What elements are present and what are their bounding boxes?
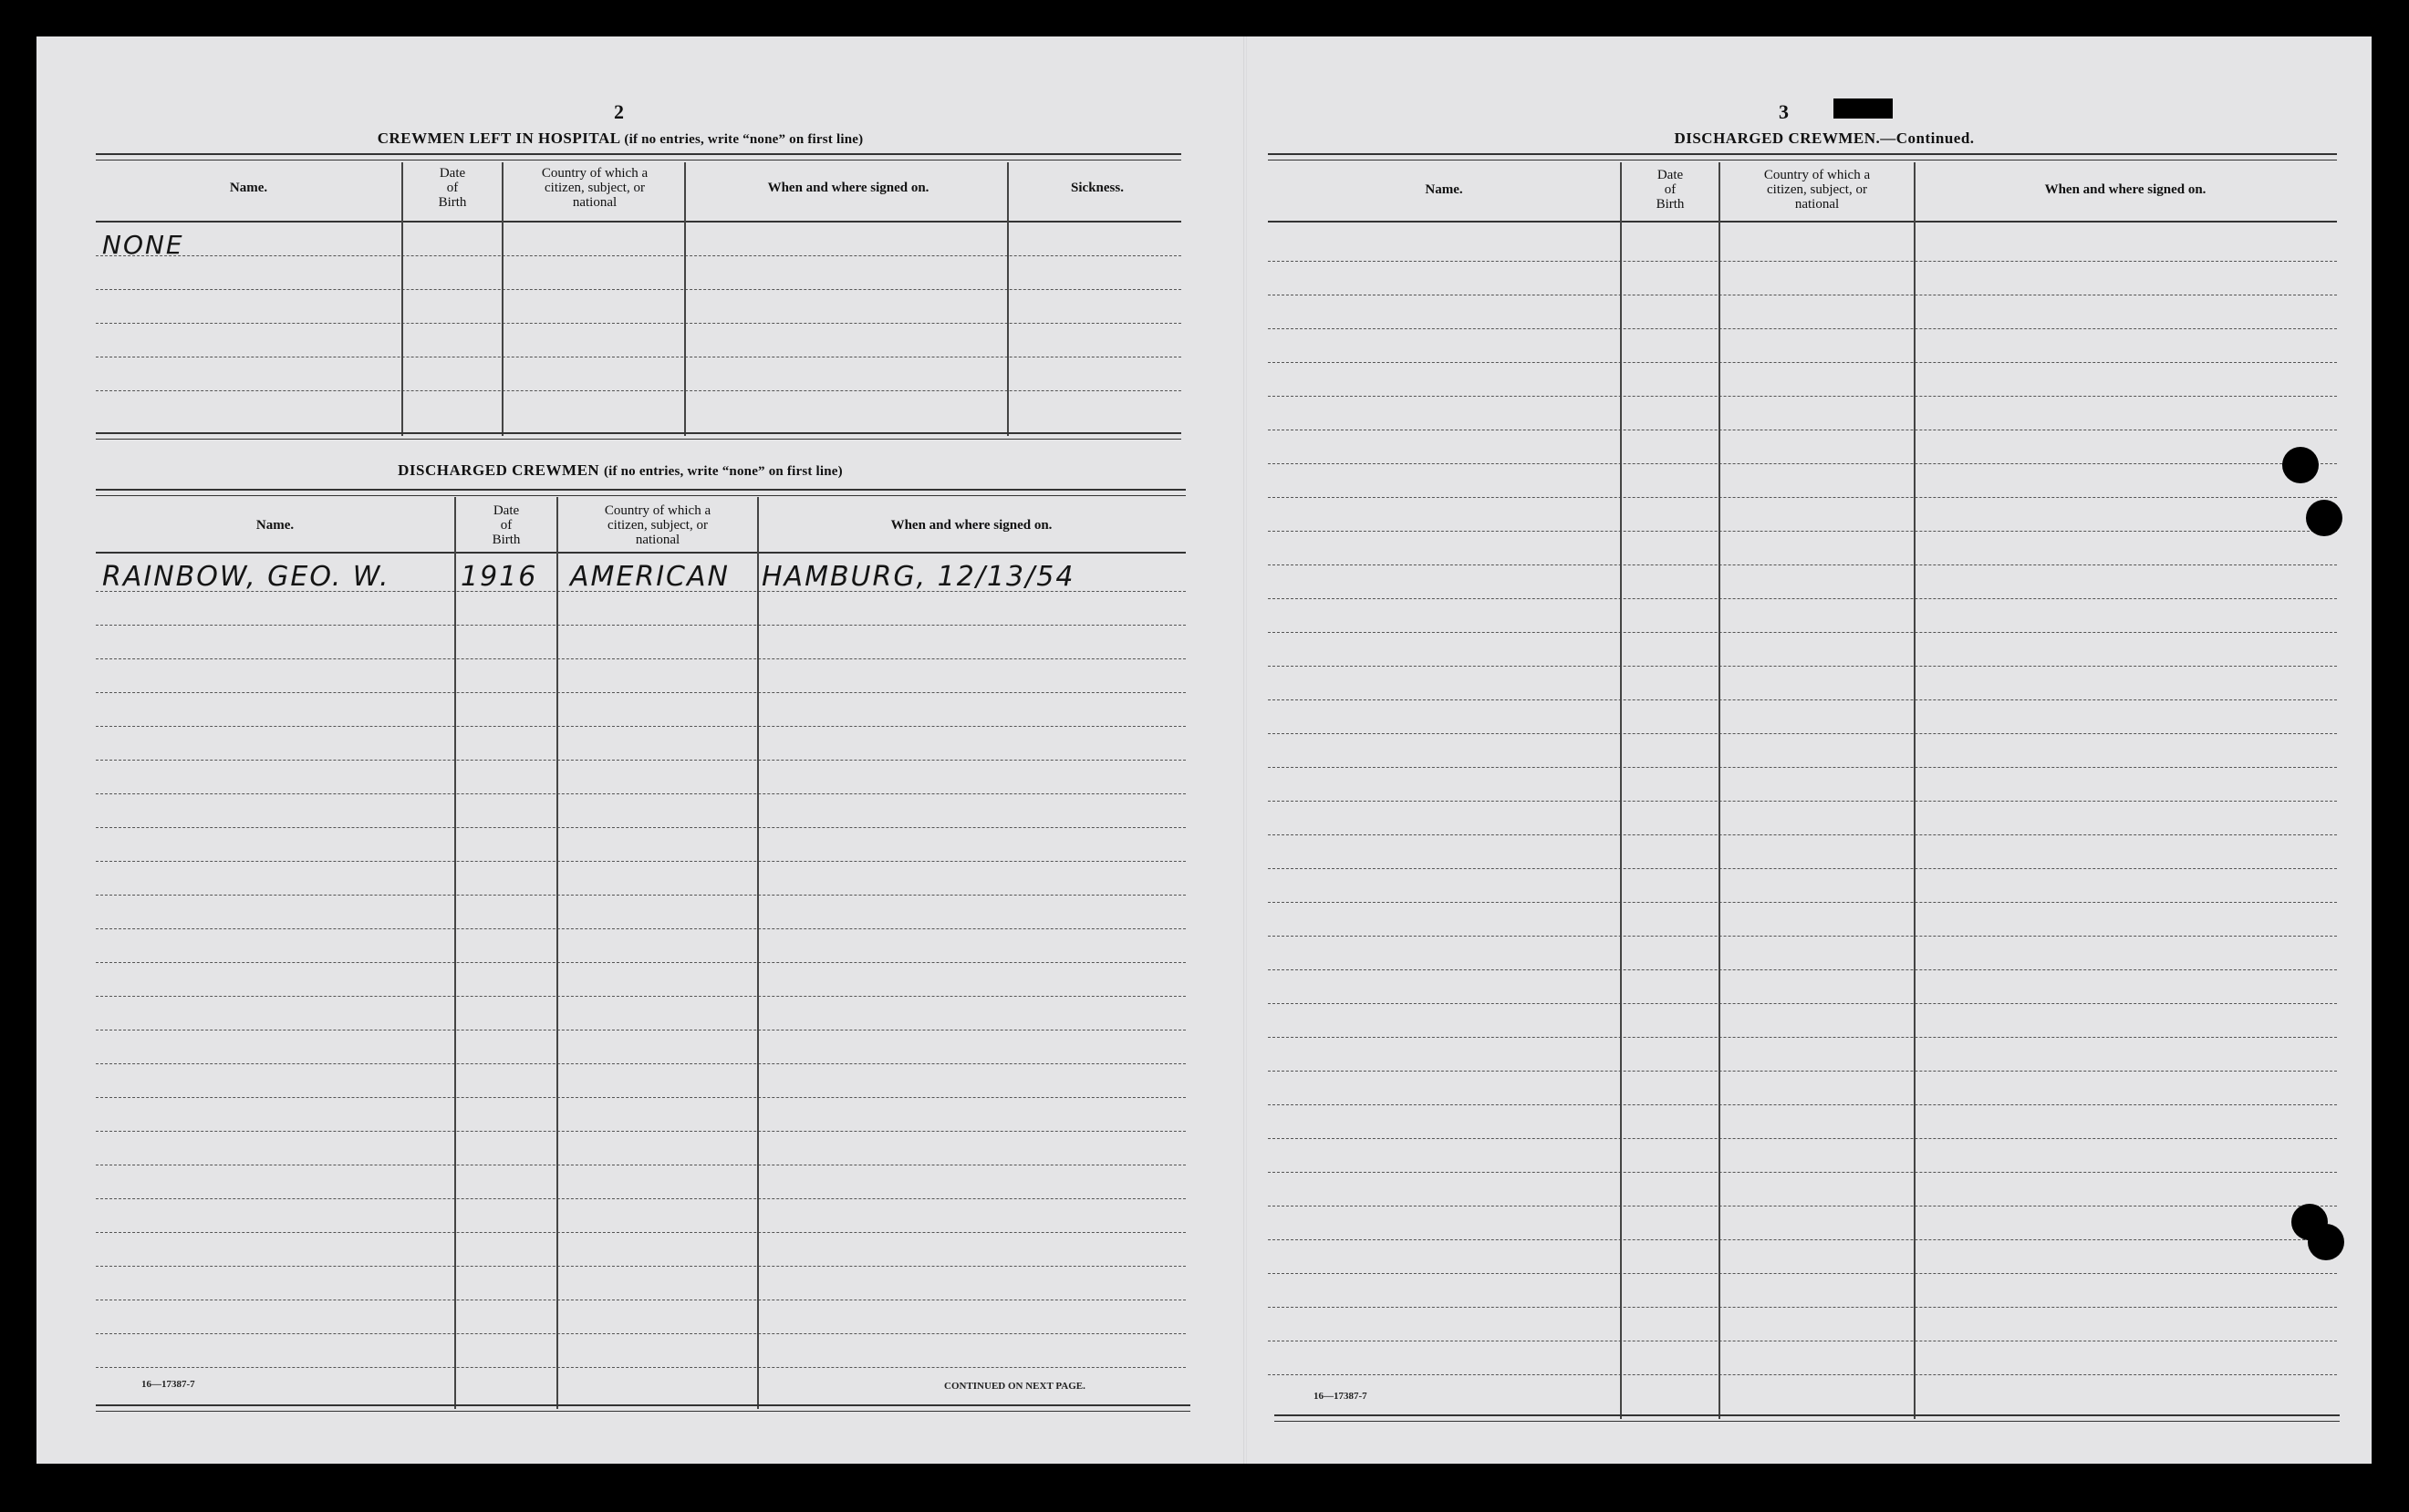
ruled-line — [1268, 362, 2337, 363]
ruled-line — [1268, 1037, 2337, 1038]
ruled-line — [1268, 733, 2337, 734]
hospital-bottom-rule — [96, 432, 1181, 440]
discharged-entry-name: RAINBOW, GEO. W. — [102, 561, 390, 593]
ruled-line — [1268, 1172, 2337, 1173]
hospital-instruction: (if no entries, write “none” on first line) — [624, 132, 864, 147]
discharged-entry-country: AMERICAN — [570, 561, 730, 593]
discharged-instruction: (if no entries, write “none” on first line) — [603, 464, 843, 479]
ruled-line — [1268, 531, 2337, 532]
ruled-line — [1268, 936, 2337, 937]
continued-col-name: Name. — [1425, 182, 1463, 197]
hospital-divider-4 — [1007, 162, 1009, 436]
ruled-line — [96, 962, 1186, 963]
ruled-line — [96, 996, 1186, 997]
ruled-line — [96, 793, 1186, 794]
hospital-top-rule — [96, 153, 1181, 161]
ruled-line — [96, 323, 1181, 324]
continued-header-rule — [1268, 221, 2337, 223]
ruled-line — [96, 1232, 1186, 1233]
page-fold — [1243, 36, 1247, 1464]
ruled-line — [96, 1333, 1186, 1334]
ruled-line — [1268, 564, 2337, 565]
ruled-line — [1268, 1239, 2337, 1240]
hospital-col-sickness: Sickness. — [1071, 181, 1124, 195]
hospital-divider-1 — [401, 162, 403, 436]
continued-divider-1 — [1620, 162, 1622, 1419]
ruled-line — [96, 255, 1181, 256]
continued-col-country: Country of which a citizen, subject, or national — [1763, 168, 1871, 212]
right-bottom-rule — [1274, 1414, 2340, 1422]
ruled-line — [1268, 1273, 2337, 1274]
ruled-line — [96, 289, 1181, 290]
continued-col-signed-on: When and where signed on. — [2044, 182, 2207, 197]
hospital-divider-2 — [502, 162, 504, 436]
continued-note: CONTINUED ON NEXT PAGE. — [944, 1381, 1085, 1392]
discharged-entry-dob: 1916 — [461, 561, 538, 593]
hospital-section-title — [96, 129, 1145, 148]
ruled-line — [96, 1097, 1186, 1098]
continued-divider-2 — [1718, 162, 1720, 1419]
ruled-line — [96, 928, 1186, 929]
discharged-top-rule — [96, 489, 1186, 496]
discharged-col-country: Country of which a citizen, subject, or national — [604, 503, 711, 547]
discharged-entry-signed-on: HAMBURG, 12/13/54 — [762, 561, 1075, 593]
ruled-line — [1268, 463, 2337, 464]
ruled-line — [1268, 1104, 2337, 1105]
continued-col-dob: Date of Birth — [1656, 168, 1685, 212]
ruled-line — [96, 658, 1186, 659]
ruled-line — [1268, 969, 2337, 970]
ruled-line — [1268, 632, 2337, 633]
punch-hole-1 — [2282, 447, 2319, 483]
ruled-line — [96, 390, 1181, 391]
ruled-line — [1268, 1307, 2337, 1308]
ruled-line — [96, 895, 1186, 896]
hospital-title-text: CREWMEN LEFT IN HOSPITAL — [377, 129, 620, 147]
continued-section-title: DISCHARGED CREWMEN.—Continued. — [1674, 129, 1975, 147]
left-page-number: 2 — [614, 100, 624, 123]
left-form-number: 16—17387-7 — [141, 1379, 195, 1390]
ruled-line — [1268, 1138, 2337, 1139]
ruled-line — [1268, 396, 2337, 397]
document-sheet — [36, 36, 2372, 1464]
discharged-divider-3 — [757, 497, 759, 1409]
hospital-col-dob: Date of Birth — [438, 166, 467, 210]
punch-hole-4 — [2308, 1224, 2344, 1260]
ruled-line — [96, 625, 1186, 626]
ruled-line — [96, 861, 1186, 862]
ruled-line — [1268, 1374, 2337, 1375]
discharged-col-signed-on: When and where signed on. — [890, 518, 1053, 533]
hospital-divider-3 — [684, 162, 686, 436]
discharged-title-text: DISCHARGED CREWMEN — [398, 461, 600, 479]
ruled-line — [1268, 902, 2337, 903]
right-page-number: 3 — [1779, 100, 1789, 123]
ruled-line — [1268, 261, 2337, 262]
ruled-line — [96, 1063, 1186, 1064]
ruled-line — [1268, 1003, 2337, 1004]
ruled-line — [1268, 497, 2337, 498]
ruled-line — [1268, 1071, 2337, 1072]
ruled-line — [1268, 834, 2337, 835]
ruled-line — [96, 1198, 1186, 1199]
ruled-line — [1268, 328, 2337, 329]
hospital-header-rule — [96, 221, 1181, 223]
discharged-bottom-rule — [96, 1404, 1190, 1412]
ruled-line — [96, 692, 1186, 693]
ruled-line — [1268, 767, 2337, 768]
hospital-col-country: Country of which a citizen, subject, or national — [541, 166, 649, 210]
ruled-line — [96, 1266, 1186, 1267]
ruled-line — [1268, 666, 2337, 667]
continued-divider-3 — [1914, 162, 1916, 1419]
ruled-line — [1268, 699, 2337, 700]
ruled-line — [96, 1131, 1186, 1132]
punch-hole-2 — [2306, 500, 2342, 536]
redaction-mark — [1833, 98, 1893, 119]
ruled-line — [96, 760, 1186, 761]
hospital-col-signed-on: When and where signed on. — [767, 181, 929, 195]
discharged-divider-1 — [454, 497, 456, 1409]
hospital-entry-name: NONE — [102, 230, 184, 260]
ruled-line — [1268, 868, 2337, 869]
ruled-line — [1268, 801, 2337, 802]
ruled-line — [96, 726, 1186, 727]
discharged-col-name: Name. — [255, 518, 295, 533]
right-top-rule — [1268, 153, 2337, 161]
right-form-number: 16—17387-7 — [1314, 1391, 1367, 1402]
discharged-divider-2 — [556, 497, 558, 1409]
ruled-line — [96, 1367, 1186, 1368]
ruled-line — [96, 827, 1186, 828]
discharged-header-rule — [96, 552, 1186, 554]
ruled-line — [1268, 598, 2337, 599]
discharged-col-dob: Date of Birth — [492, 503, 521, 547]
hospital-col-name: Name. — [229, 181, 268, 195]
discharged-section-title — [96, 461, 1145, 480]
